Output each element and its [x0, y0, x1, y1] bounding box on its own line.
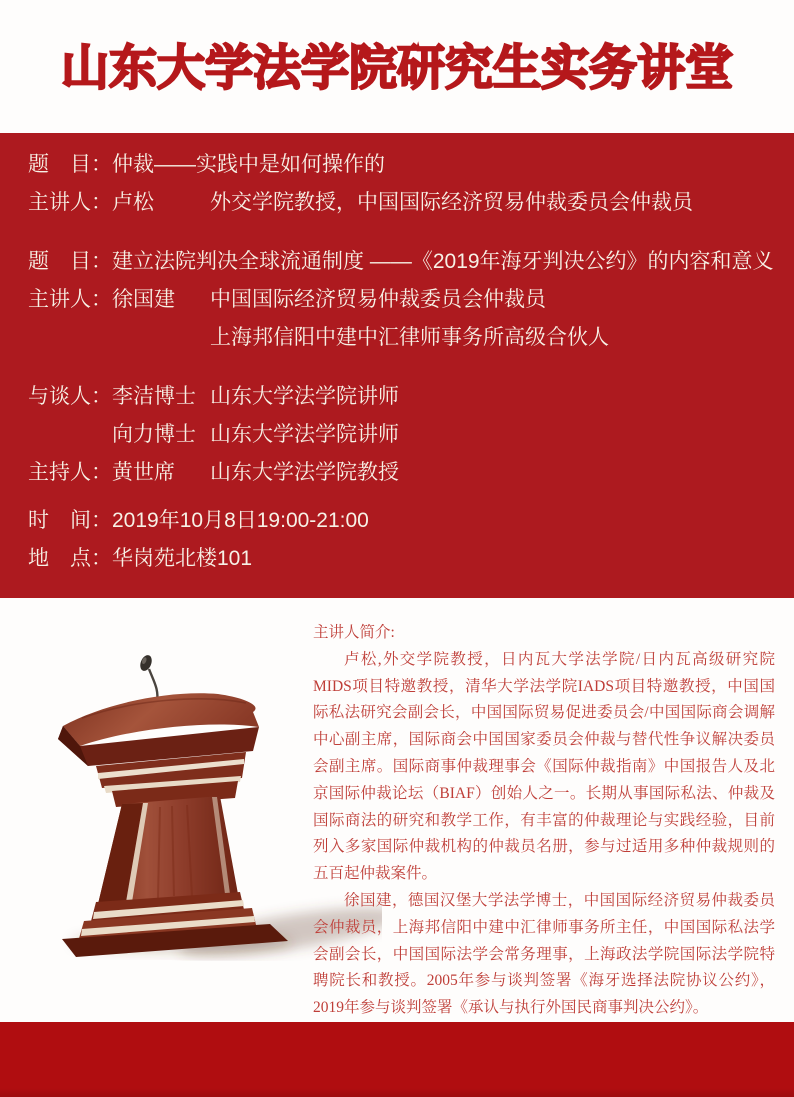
- info-label: 主讲人：: [28, 191, 112, 214]
- lectern-body: [58, 693, 288, 957]
- info-description: 中国国际经济贸易仲裁委员会仲裁员: [210, 288, 546, 311]
- microphone-icon: [138, 653, 157, 703]
- info-value: 李洁博士: [112, 385, 196, 408]
- info-description: [575, 506, 782, 536]
- info-label: 主持人：: [28, 461, 112, 484]
- info-value: [112, 323, 210, 353]
- poster-header: [0, 0, 794, 133]
- info-label: 题 目：: [28, 250, 112, 273]
- info-label: [28, 420, 112, 450]
- info-section: [28, 382, 782, 488]
- info-row: [28, 544, 782, 574]
- info-value: 仲裁——实践中是如何操作的: [112, 153, 385, 176]
- info-row: [28, 285, 782, 315]
- info-value: 向力博士: [112, 423, 196, 446]
- event-info-rows: [28, 150, 782, 574]
- info-label: 地 点：: [28, 547, 112, 570]
- info-value: 华岗苑北楼101: [112, 547, 253, 570]
- info-row: [28, 150, 782, 180]
- info-row: [28, 382, 782, 412]
- info-label: [28, 323, 112, 353]
- info-label: 与谈人：: [28, 385, 112, 408]
- info-description: 上海邦信阳中建中汇律师事务所高级合伙人: [210, 326, 609, 349]
- poster-title: 山东大学法学院研究生实务讲堂: [60, 40, 733, 96]
- info-section: [28, 506, 782, 574]
- info-value: 2019年10月8日19:00-21:00: [112, 509, 369, 532]
- bio-paragraph-xuguojian: 徐国建，德国汉堡大学法学博士，中国国际经济贸易仲裁委员会仲裁员，上海邦信阳中建中汇律师事务所主任，中国国际私法学会副会长，中国国际法学会常务理事，上海政法学院国际法学院特聘院长和教授。2005年参与谈判签署《海牙选择法院协议公约》，2019年参与谈判签署《承认与执行外国民商事判决公约》。: [313, 891, 775, 1017]
- footer-band: [0, 1022, 794, 1097]
- info-row: [28, 247, 782, 277]
- info-label: 时 间：: [28, 509, 112, 532]
- info-row: [28, 323, 782, 353]
- info-section: [28, 247, 782, 353]
- info-section: [28, 150, 782, 218]
- info-description: 外交学院教授，中国国际经济贸易仲裁委员会仲裁员: [210, 191, 693, 214]
- info-value: 徐国建: [112, 288, 175, 311]
- bio-heading: 主讲人简介:: [313, 624, 395, 641]
- info-row: [28, 188, 782, 218]
- info-row: [28, 506, 782, 536]
- speaker-bio: [313, 620, 775, 1022]
- info-label: 主讲人：: [28, 288, 112, 311]
- info-value: 黄世席: [112, 461, 175, 484]
- info-description: [517, 544, 782, 574]
- info-value: 建立法院判决全球流通制度 ——《2019年海牙判决公约》的内容和意义: [112, 250, 774, 273]
- info-value: 卢松: [112, 191, 154, 214]
- info-description: [584, 150, 783, 180]
- info-description: [778, 247, 782, 277]
- info-label: 题 目：: [28, 153, 112, 176]
- info-row: [28, 458, 782, 488]
- info-description: 山东大学法学院教授: [210, 461, 399, 484]
- info-row: [28, 420, 782, 450]
- info-description: 山东大学法学院讲师: [210, 423, 399, 446]
- event-info-panel: [0, 133, 794, 598]
- bio-paragraph-lusong: 卢松,外交学院教授，日内瓦大学法学院/日内瓦高级研究院MIDS项目特邀教授，清华大学法学院IADS项目特邀教授，中国国际私法研究会副会长，中国国际贸易促进委员会/中国国际商会调解中心副主席，国际商会中国国家委员会仲裁与替代性争议解决委员会副主席。国际商事仲裁理事会《国际仲裁指南》中国报告人及北京国际仲裁论坛（BIAF）创始人之一。长期从事国际私法、仲裁及国际商法的研究和教学工作，有丰富的仲裁理论与实践经验，目前列入多家国际仲裁机构的仲裁员名册，参与过适用多种仲裁规则的五百起仲裁案件。: [313, 650, 775, 883]
- info-description: 山东大学法学院讲师: [210, 385, 399, 408]
